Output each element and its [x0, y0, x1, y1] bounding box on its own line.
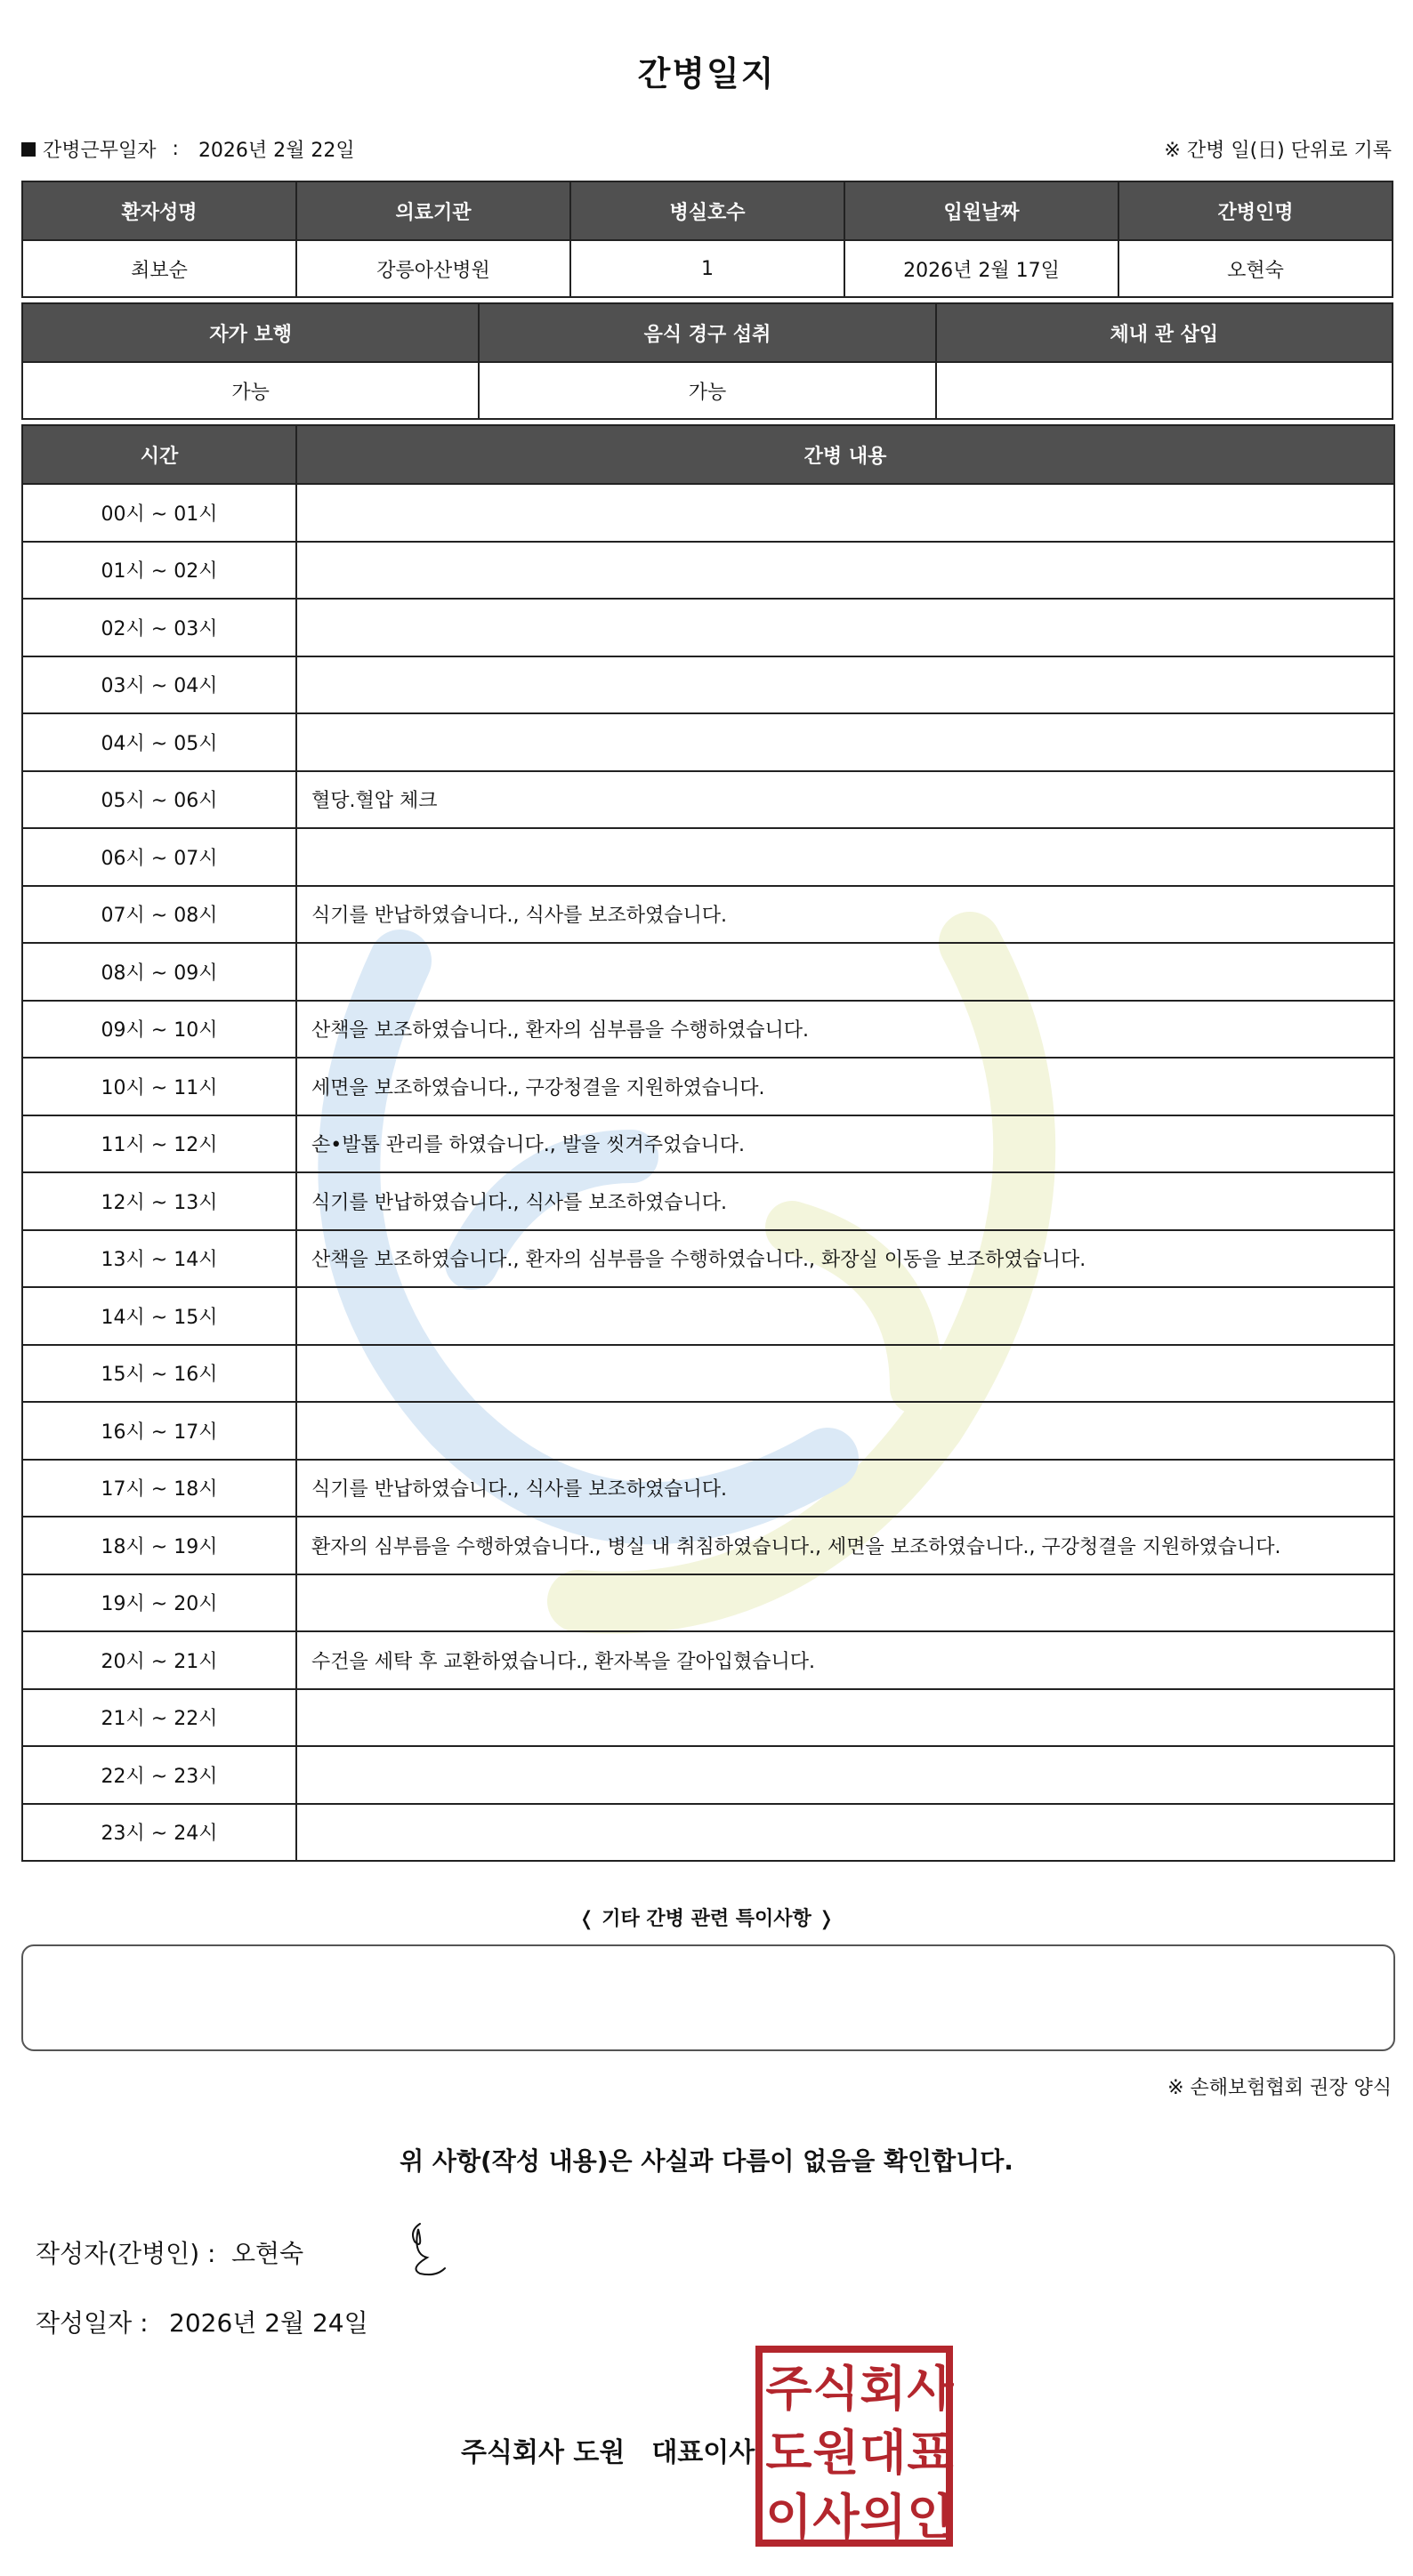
care-log-row [22, 1402, 1394, 1460]
care-log-row [22, 484, 1394, 542]
care-log-time: 13시 ~ 14시 [22, 1230, 296, 1288]
care-log-content [296, 1746, 1394, 1804]
care-log-table [21, 424, 1395, 1862]
care-log-row [22, 1517, 1394, 1574]
care-log-row [22, 1631, 1394, 1689]
care-log-time: 07시 ~ 08시 [22, 886, 296, 944]
writer-row [36, 2234, 303, 2270]
company-seal-stamp [755, 2345, 954, 2548]
care-log-row [22, 943, 1394, 1001]
care-log-time: 21시 ~ 22시 [22, 1689, 296, 1747]
square-bullet-icon [21, 142, 36, 157]
care-log-time: 00시 ~ 01시 [22, 484, 296, 542]
seal-character: 이 [765, 2489, 812, 2545]
work-date-colon: : [172, 138, 179, 160]
hospital-value: 강릉아산병원 [296, 240, 570, 297]
care-log-content: 식기를 반납하였습니다., 식사를 보조하였습니다. [296, 1460, 1394, 1517]
work-date-value: 2026년 2월 22일 [198, 140, 355, 162]
remarks-title: ❬ 기타 간병 관련 특이사항 ❭ [578, 1908, 835, 1930]
care-log-row [22, 771, 1394, 829]
document-title: 간병일지 [637, 54, 776, 93]
admission-date-value: 2026년 2월 17일 [844, 240, 1118, 297]
care-log-content: 세면을 보조하였습니다., 구강청결을 지원하였습니다. [296, 1058, 1394, 1115]
seal-character: 주 [765, 2361, 812, 2417]
header-time: 시간 [22, 425, 296, 484]
confirmation-statement: 위 사항(작성 내용)은 사실과 다름이 없음을 확인합니다. [400, 2146, 1013, 2176]
patient-status-value-row [22, 362, 1393, 419]
care-log-content: 수건을 세탁 후 교환하였습니다., 환자복을 갈아입혔습니다. [296, 1631, 1394, 1689]
care-log-content [296, 599, 1394, 656]
care-log-time: 03시 ~ 04시 [22, 656, 296, 714]
seal-character: 사 [812, 2489, 860, 2545]
seal-character: 표 [907, 2425, 954, 2481]
care-log-row [22, 1804, 1394, 1862]
care-log-content [296, 1345, 1394, 1403]
header-tube-insertion: 체내 관 삽입 [936, 303, 1393, 362]
care-log-row [22, 1287, 1394, 1345]
work-date-label: 간병근무일자 [43, 140, 157, 162]
company-row [461, 2430, 755, 2469]
record-unit-note: ※ 간병 일(日) 단위로 기록 [1164, 140, 1392, 162]
care-log-content: 산책을 보조하였습니다., 환자의 심부름을 수행하였습니다. [296, 1001, 1394, 1059]
care-log-content: 산책을 보조하였습니다., 환자의 심부름을 수행하였습니다., 화장실 이동을 보조하였습니다. [296, 1230, 1394, 1288]
seal-character: 식 [812, 2361, 860, 2417]
care-log-content [296, 828, 1394, 886]
care-log-time: 15시 ~ 16시 [22, 1345, 296, 1403]
care-log-time: 05시 ~ 06시 [22, 771, 296, 829]
seal-character: 회 [860, 2361, 907, 2417]
care-log-time: 18시 ~ 19시 [22, 1517, 296, 1574]
writer-name: 오현숙 [231, 2239, 304, 2268]
care-log-row [22, 1345, 1394, 1403]
patient-info-value-row [22, 240, 1393, 297]
care-log-row [22, 828, 1394, 886]
care-log-time: 04시 ~ 05시 [22, 713, 296, 771]
care-log-time: 17시 ~ 18시 [22, 1460, 296, 1517]
seal-character: 인 [907, 2489, 954, 2545]
care-log-content [296, 1574, 1394, 1632]
care-log-row [22, 1460, 1394, 1517]
tube-insertion-value [936, 362, 1393, 419]
patient-name-value: 최보순 [22, 240, 296, 297]
patient-info-table [21, 181, 1393, 298]
ceo-title: 대표이사 [651, 2437, 755, 2468]
care-log-content: 환자의 심부름을 수행하였습니다., 병실 내 취침하였습니다., 세면을 보조하였습니다., 구강청결을 지원하였습니다. [296, 1517, 1394, 1574]
care-log-row [22, 1574, 1394, 1632]
care-log-row [22, 542, 1394, 600]
care-log-row [22, 656, 1394, 714]
header-hospital: 의료기관 [296, 181, 570, 240]
care-log-content [296, 1402, 1394, 1460]
header-caregiver-name: 간병인명 [1118, 181, 1393, 240]
care-log-content [296, 713, 1394, 771]
care-log-time: 06시 ~ 07시 [22, 828, 296, 886]
care-log-content: 혈당.혈압 체크 [296, 771, 1394, 829]
care-log-time: 16시 ~ 17시 [22, 1402, 296, 1460]
care-log-time: 20시 ~ 21시 [22, 1631, 296, 1689]
header-care-content: 간병 내용 [296, 425, 1394, 484]
seal-character: 원 [812, 2425, 860, 2481]
room-number-value: 1 [570, 240, 844, 297]
care-log-row [22, 1172, 1394, 1230]
care-log-time: 01시 ~ 02시 [22, 542, 296, 600]
care-log-row [22, 1230, 1394, 1288]
header-oral-intake: 음식 경구 섭취 [479, 303, 935, 362]
care-log-header-row [22, 425, 1394, 484]
oral-intake-value: 가능 [479, 362, 935, 419]
work-date-row [21, 135, 1392, 167]
caregiver-name-value: 오현숙 [1118, 240, 1393, 297]
care-log-content [296, 1804, 1394, 1862]
care-log-content: 식기를 반납하였습니다., 식사를 보조하였습니다. [296, 1172, 1394, 1230]
care-log-content [296, 943, 1394, 1001]
header-admission-date: 입원날짜 [844, 181, 1118, 240]
self-walking-value: 가능 [22, 362, 479, 419]
care-log-time: 10시 ~ 11시 [22, 1058, 296, 1115]
care-log-content [296, 656, 1394, 714]
care-log-time: 12시 ~ 13시 [22, 1172, 296, 1230]
care-log-row [22, 713, 1394, 771]
care-log-row [22, 1001, 1394, 1059]
patient-status-header-row [22, 303, 1393, 362]
seal-character: 의 [860, 2489, 907, 2545]
patient-status-table [21, 302, 1393, 420]
seal-character: 사 [907, 2361, 954, 2417]
header-patient-name: 환자성명 [22, 181, 296, 240]
care-log-body [22, 484, 1394, 1861]
care-log-row [22, 1746, 1394, 1804]
remarks-box [21, 1944, 1395, 2051]
care-log-content: 식기를 반납하였습니다., 식사를 보조하였습니다. [296, 886, 1394, 944]
written-date-label: 작성일자 : [36, 2308, 149, 2338]
care-log-row [22, 1115, 1394, 1173]
recommend-note: ※ 손해보험협회 권장 양식 [1167, 2077, 1392, 2099]
care-log-content [296, 1287, 1394, 1345]
care-log-time: 14시 ~ 15시 [22, 1287, 296, 1345]
care-log-time: 08시 ~ 09시 [22, 943, 296, 1001]
care-log-row [22, 1689, 1394, 1747]
written-date-row [36, 2304, 368, 2339]
care-log-content: 손•발톱 관리를 하였습니다., 발을 씻겨주었습니다. [296, 1115, 1394, 1173]
care-log-row [22, 599, 1394, 656]
care-log-content [296, 484, 1394, 542]
care-log-content [296, 1689, 1394, 1747]
writer-label: 작성자(간병인) : [36, 2239, 216, 2268]
care-log-row [22, 1058, 1394, 1115]
header-self-walking: 자가 보행 [22, 303, 479, 362]
seal-character: 도 [765, 2425, 812, 2481]
care-log-row [22, 886, 1394, 944]
care-log-time: 11시 ~ 12시 [22, 1115, 296, 1173]
patient-info-header-row [22, 181, 1393, 240]
care-log-time: 02시 ~ 03시 [22, 599, 296, 656]
company-name: 주식회사 도원 [461, 2437, 626, 2468]
care-log-time: 19시 ~ 20시 [22, 1574, 296, 1632]
written-date-value: 2026년 2월 24일 [169, 2308, 368, 2338]
care-log-time: 09시 ~ 10시 [22, 1001, 296, 1059]
care-log-time: 23시 ~ 24시 [22, 1804, 296, 1862]
signature-image [400, 2218, 454, 2282]
care-log-content [296, 542, 1394, 600]
seal-character: 대 [860, 2425, 907, 2481]
care-log-time: 22시 ~ 23시 [22, 1746, 296, 1804]
header-room-number: 병실호수 [570, 181, 844, 240]
